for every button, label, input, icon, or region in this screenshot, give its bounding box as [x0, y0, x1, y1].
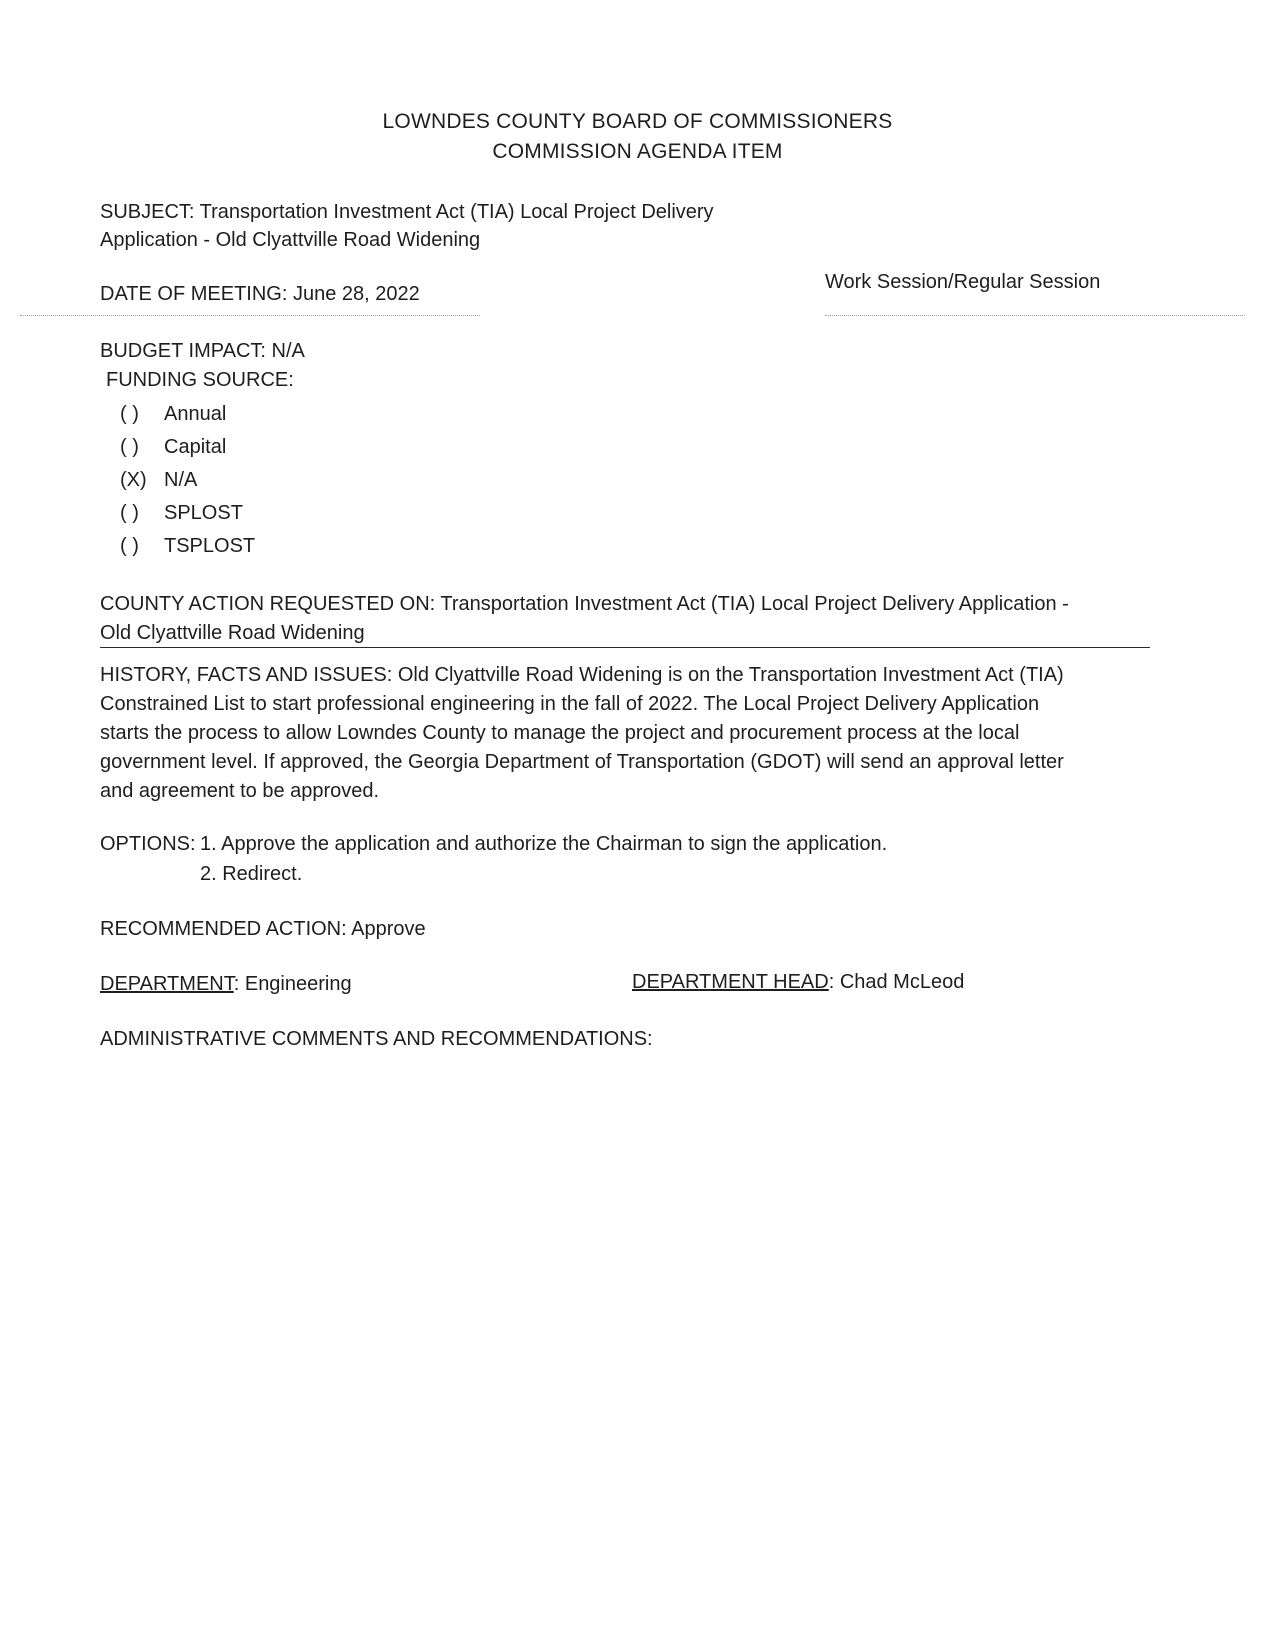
funding-option-tsplost [120, 530, 255, 562]
funding-label: SPLOST [164, 502, 243, 524]
subject-line-2: Application - Old Clyattville Road Widening [100, 229, 481, 251]
history-line-2: Constrained List to start professional engineering in the fall of 2022. The Local Project Delivery Application [100, 693, 1040, 715]
funding-mark: ( ) [120, 502, 139, 524]
funding-label: Capital [164, 436, 227, 458]
option-item-2: 2. Redirect. [200, 863, 303, 885]
session-type: Work Session/Regular Session [825, 271, 1101, 293]
department-value: : Engineering [233, 973, 352, 995]
administrative-comments: ADMINISTRATIVE COMMENTS AND RECOMMENDATIONS: [100, 1028, 653, 1050]
funding-option-na [120, 464, 197, 496]
action-requested-rule [100, 647, 1150, 648]
document-subtitle: COMMISSION AGENDA ITEM [492, 140, 783, 163]
history-line-3: starts the process to allow Lowndes County to manage the project and procurement process at the local [100, 722, 1020, 744]
option-item-1: 1. Approve the application and authorize the Chairman to sign the application. [200, 833, 888, 855]
history-line-5: and agreement to be approved. [100, 780, 380, 802]
funding-mark: ( ) [120, 535, 139, 557]
department [100, 970, 352, 998]
funding-source-label: FUNDING SOURCE: [106, 369, 294, 391]
funding-label: Annual [164, 403, 227, 425]
action-requested-line-1: COUNTY ACTION REQUESTED ON: Transportation Investment Act (TIA) Local Project Delivery Application - [100, 593, 1069, 615]
funding-label: N/A [164, 469, 198, 491]
funding-mark: ( ) [120, 403, 139, 425]
department-head-label: DEPARTMENT HEAD [632, 971, 829, 993]
funding-mark: ( ) [120, 436, 139, 458]
session-rule [825, 315, 1245, 316]
options-label: OPTIONS: [100, 833, 196, 855]
funding-option-splost [120, 497, 243, 529]
history-line-1: HISTORY, FACTS AND ISSUES: Old Clyattville Road Widening is on the Transportation Investment Act (TIA) [100, 664, 1064, 686]
history-line-4: government level. If approved, the Georgia Department of Transportation (GDOT) will send an approval letter [100, 751, 1064, 773]
funding-label: TSPLOST [164, 535, 256, 557]
department-head-value: : Chad McLeod [828, 971, 965, 993]
subject-line-1: SUBJECT: Transportation Investment Act (TIA) Local Project Delivery [100, 201, 714, 223]
department-label: DEPARTMENT [100, 973, 234, 995]
action-requested-line-2: Old Clyattville Road Widening [100, 622, 365, 644]
document-title: LOWNDES COUNTY BOARD OF COMMISSIONERS [382, 110, 893, 133]
date-rule [20, 315, 480, 316]
department-head [632, 968, 964, 996]
funding-option-annual [120, 398, 226, 430]
budget-impact: BUDGET IMPACT: N/A [100, 340, 305, 362]
funding-option-capital [120, 431, 226, 463]
recommended-action: RECOMMENDED ACTION: Approve [100, 918, 426, 940]
funding-mark: (X) [120, 469, 147, 491]
meeting-date: DATE OF MEETING: June 28, 2022 [100, 283, 420, 305]
